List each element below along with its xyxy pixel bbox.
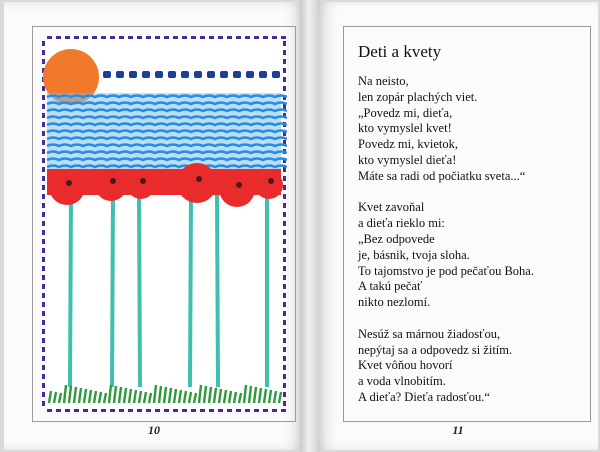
border-dot bbox=[42, 293, 45, 298]
border-dot bbox=[65, 409, 70, 412]
border-dot bbox=[283, 374, 286, 379]
border-dot bbox=[236, 36, 241, 39]
grass-blade bbox=[244, 385, 246, 403]
border-dot bbox=[283, 356, 286, 361]
border-dot bbox=[283, 248, 286, 253]
poem-line: Máte sa radi od počiatku sveta...“ bbox=[358, 168, 526, 183]
flower-head bbox=[127, 171, 155, 199]
stanza bbox=[358, 74, 588, 185]
wave-line bbox=[47, 145, 287, 147]
sky-dash bbox=[246, 71, 254, 78]
grass-blade bbox=[144, 392, 146, 403]
border-dot bbox=[283, 212, 286, 217]
grass-blade bbox=[204, 386, 206, 403]
border-dot bbox=[263, 36, 268, 39]
border-dot bbox=[283, 203, 286, 208]
sky-dash bbox=[168, 71, 176, 78]
border-dot bbox=[283, 320, 286, 325]
grass-blade bbox=[189, 392, 191, 403]
grass-blade bbox=[94, 391, 96, 403]
flower-head bbox=[177, 163, 217, 203]
wave-line bbox=[47, 103, 287, 105]
flower-center bbox=[268, 178, 274, 184]
grass-blade bbox=[254, 387, 256, 403]
grass-blade bbox=[109, 385, 111, 403]
wave-line bbox=[47, 124, 287, 126]
border-dot bbox=[56, 36, 61, 39]
sky-dash bbox=[194, 71, 202, 78]
border-dot bbox=[42, 401, 45, 406]
border-dot bbox=[283, 41, 286, 46]
border-dot bbox=[254, 409, 259, 412]
flower-heads bbox=[47, 163, 283, 207]
border-dot bbox=[236, 409, 241, 412]
border-dot bbox=[42, 257, 45, 262]
sky-dash bbox=[233, 71, 241, 78]
grass-blade bbox=[234, 392, 236, 403]
border-dot bbox=[42, 311, 45, 316]
grass-blade bbox=[249, 386, 251, 403]
sky-dash bbox=[142, 71, 150, 78]
poem-line: kto vymyslel dieťa! bbox=[358, 152, 457, 167]
border-dot bbox=[42, 185, 45, 190]
right-page bbox=[318, 2, 598, 450]
flower-head bbox=[49, 169, 85, 205]
stanza bbox=[358, 327, 588, 406]
border-dot bbox=[42, 329, 45, 334]
sky-dash bbox=[103, 71, 111, 78]
poem-line: „Bez odpovede bbox=[358, 231, 435, 246]
grass-blade bbox=[64, 385, 66, 403]
stanza bbox=[358, 200, 588, 311]
water-waves bbox=[47, 93, 287, 171]
flower-head bbox=[255, 171, 283, 199]
border-dot bbox=[283, 392, 286, 397]
poem-line: To tajomstvo je pod pečaťou Boha. bbox=[358, 263, 534, 278]
grass-blade bbox=[119, 387, 121, 403]
border-dot bbox=[283, 293, 286, 298]
poem-title: Deti a kvety bbox=[358, 42, 442, 61]
sky-dashes bbox=[103, 71, 280, 78]
grass-blade bbox=[59, 393, 61, 403]
border-dot bbox=[42, 203, 45, 208]
border-dot bbox=[173, 409, 178, 412]
border-dot bbox=[283, 347, 286, 352]
grass-blade bbox=[104, 393, 106, 403]
sky-dash bbox=[116, 71, 124, 78]
grass-blade bbox=[139, 391, 141, 403]
border-dot bbox=[42, 392, 45, 397]
border-dot bbox=[56, 409, 61, 412]
sky-dash bbox=[129, 71, 137, 78]
drawing-svg bbox=[41, 35, 287, 413]
border-dot bbox=[110, 36, 115, 39]
border-dot bbox=[218, 36, 223, 39]
poem-line: kto vymyslel kvet! bbox=[358, 121, 452, 136]
border-dot bbox=[283, 230, 286, 235]
page-number-left: 10 bbox=[148, 423, 160, 437]
border-dot bbox=[137, 409, 142, 412]
border-dot bbox=[42, 266, 45, 271]
border-dot bbox=[164, 409, 169, 412]
grass-blade bbox=[159, 386, 161, 403]
border-dot bbox=[182, 36, 187, 39]
border-dot bbox=[283, 176, 286, 181]
border-dot bbox=[283, 77, 286, 82]
book-gutter bbox=[300, 0, 320, 452]
border-dot bbox=[254, 36, 259, 39]
border-dot bbox=[283, 221, 286, 226]
border-dot bbox=[128, 409, 133, 412]
border-dot bbox=[281, 409, 286, 412]
border-dot bbox=[42, 347, 45, 352]
border-dot bbox=[283, 50, 286, 55]
border-dot bbox=[173, 36, 178, 39]
grass-blade bbox=[84, 389, 86, 403]
border-dot bbox=[281, 36, 286, 39]
poem-line: a voda vlnobitím. bbox=[358, 374, 446, 389]
poem-line: Povedz mi, kvietok, bbox=[358, 137, 458, 152]
border-dot bbox=[272, 409, 277, 412]
flower-center bbox=[140, 178, 146, 184]
wave-line bbox=[47, 152, 287, 154]
wave-line bbox=[47, 138, 287, 140]
poem-line: Kvet vôňou hovorí bbox=[358, 358, 453, 373]
border-dot bbox=[42, 230, 45, 235]
grass-blade bbox=[274, 391, 276, 403]
border-dot bbox=[42, 221, 45, 226]
border-dot bbox=[42, 59, 45, 64]
grass-blade bbox=[219, 389, 221, 403]
border-dot bbox=[42, 302, 45, 307]
poem-line: je, básnik, tvoja sloha. bbox=[358, 247, 470, 262]
flower-center bbox=[236, 182, 242, 188]
sky-dash bbox=[220, 71, 228, 78]
border-dot bbox=[283, 365, 286, 370]
border-dot bbox=[42, 212, 45, 217]
flower-stem bbox=[190, 193, 191, 387]
border-dot bbox=[283, 275, 286, 280]
flower-stems bbox=[70, 193, 267, 387]
border-dot bbox=[92, 409, 97, 412]
border-dot bbox=[146, 409, 151, 412]
border-dot bbox=[283, 185, 286, 190]
grass-blade bbox=[74, 387, 76, 403]
border-dot bbox=[42, 239, 45, 244]
border-dot bbox=[155, 36, 160, 39]
left-page bbox=[4, 2, 304, 450]
border-dot bbox=[101, 409, 106, 412]
grass-blade bbox=[184, 391, 186, 403]
border-dot bbox=[42, 365, 45, 370]
border-dot bbox=[283, 311, 286, 316]
sky-dash bbox=[207, 71, 215, 78]
wave-line bbox=[47, 166, 287, 168]
grass-blade bbox=[79, 388, 81, 403]
border-dot bbox=[42, 383, 45, 388]
flower-head bbox=[95, 169, 127, 201]
border-dot bbox=[42, 248, 45, 253]
border-dot bbox=[128, 36, 133, 39]
grass-blade bbox=[229, 391, 231, 403]
border-dot bbox=[42, 122, 45, 127]
border-dot bbox=[283, 86, 286, 91]
border-dot bbox=[42, 149, 45, 154]
border-dot bbox=[42, 131, 45, 136]
grass-blade bbox=[49, 391, 51, 403]
border-dot bbox=[283, 302, 286, 307]
flower-stem bbox=[112, 193, 113, 387]
border-dot bbox=[74, 36, 79, 39]
border-dot bbox=[283, 59, 286, 64]
grass-blade bbox=[214, 388, 216, 403]
border-dot bbox=[74, 409, 79, 412]
border-dot bbox=[42, 356, 45, 361]
poem-line: len zopár plachých viet. bbox=[358, 89, 478, 104]
border-dot bbox=[272, 36, 277, 39]
border-dot bbox=[283, 338, 286, 343]
border-dot bbox=[42, 167, 45, 172]
sky-dash bbox=[155, 71, 163, 78]
grass-blade bbox=[239, 393, 241, 403]
border-dot bbox=[110, 409, 115, 412]
grass-blade bbox=[124, 388, 126, 403]
border-dot bbox=[42, 113, 45, 118]
wave-line bbox=[47, 110, 287, 112]
border-dot bbox=[245, 409, 250, 412]
grass-blade bbox=[89, 390, 91, 403]
grass-blade bbox=[69, 386, 71, 403]
grass-blade bbox=[154, 385, 156, 403]
border-dot bbox=[191, 409, 196, 412]
border-dot bbox=[42, 140, 45, 145]
border-dot bbox=[42, 284, 45, 289]
border-dot bbox=[245, 36, 250, 39]
border-dot bbox=[42, 104, 45, 109]
border-dot bbox=[209, 36, 214, 39]
border-dot bbox=[42, 86, 45, 91]
border-dot bbox=[42, 194, 45, 199]
border-dot bbox=[200, 36, 205, 39]
border-dot bbox=[42, 176, 45, 181]
grass-blade bbox=[164, 387, 166, 403]
flower-stem bbox=[139, 193, 140, 387]
poem-line: A takú pečať bbox=[358, 279, 423, 294]
border-dot bbox=[137, 36, 142, 39]
border-dot bbox=[283, 194, 286, 199]
border-dot bbox=[42, 158, 45, 163]
poem-line: Kvet zavoňal bbox=[358, 200, 425, 215]
grass-blade bbox=[179, 390, 181, 403]
grass-blade bbox=[199, 385, 201, 403]
grass-blade bbox=[269, 390, 271, 403]
sky-dash bbox=[181, 71, 189, 78]
poem-line: a dieťa rieklo mi: bbox=[358, 216, 445, 231]
border-dot bbox=[47, 409, 52, 412]
flower-center bbox=[66, 180, 72, 186]
illustration-frame bbox=[32, 26, 296, 422]
border-dot bbox=[227, 36, 232, 39]
grass-blade bbox=[194, 393, 196, 403]
border-dot bbox=[283, 383, 286, 388]
border-dot bbox=[283, 68, 286, 73]
flower-center bbox=[110, 178, 116, 184]
grass-blade bbox=[224, 390, 226, 403]
page-number-right: 11 bbox=[452, 423, 464, 437]
grass-blade bbox=[174, 389, 176, 403]
border-dot bbox=[209, 409, 214, 412]
border-dot bbox=[182, 409, 187, 412]
grass-blade bbox=[259, 388, 261, 403]
border-dot bbox=[65, 36, 70, 39]
border-dot bbox=[218, 409, 223, 412]
border-dot bbox=[101, 36, 106, 39]
border-dot bbox=[42, 320, 45, 325]
child-drawing-illustration bbox=[41, 35, 287, 413]
border-dot bbox=[191, 36, 196, 39]
border-dot bbox=[263, 409, 268, 412]
border-dot bbox=[83, 36, 88, 39]
border-dot bbox=[146, 36, 151, 39]
grass-blade bbox=[129, 389, 131, 403]
wave-line bbox=[47, 159, 287, 161]
grass-blade bbox=[169, 388, 171, 403]
border-dot bbox=[227, 409, 232, 412]
grass-blade bbox=[209, 387, 211, 403]
border-dot bbox=[42, 374, 45, 379]
poem-body bbox=[358, 74, 588, 422]
border-dot bbox=[283, 257, 286, 262]
border-dot bbox=[119, 36, 124, 39]
grass-blade bbox=[99, 392, 101, 403]
border-dot bbox=[42, 338, 45, 343]
border-dot bbox=[42, 275, 45, 280]
border-dot bbox=[283, 284, 286, 289]
border-dot bbox=[283, 239, 286, 244]
wave-line bbox=[47, 96, 287, 98]
grass-blade bbox=[264, 389, 266, 403]
sky-dash bbox=[259, 71, 267, 78]
grass-blade bbox=[149, 393, 151, 403]
grass-strokes bbox=[49, 385, 281, 403]
border-dot bbox=[283, 329, 286, 334]
grass-blade bbox=[134, 390, 136, 403]
poem-line: A dieťa? Dieťa radosťou.“ bbox=[358, 389, 490, 404]
flower-center bbox=[196, 176, 202, 182]
grass-blade bbox=[114, 386, 116, 403]
grass-blade bbox=[54, 392, 56, 403]
wave-line bbox=[47, 131, 287, 133]
poem-line: Nesúž sa márnou žiadosťou, bbox=[358, 326, 501, 341]
border-dot bbox=[42, 95, 45, 100]
border-dot bbox=[47, 36, 52, 39]
flower-stem bbox=[70, 193, 71, 387]
poem-line: nepýtaj sa a odpovedz si žitím. bbox=[358, 342, 513, 357]
border-dot bbox=[42, 50, 45, 55]
flower-stem bbox=[217, 193, 218, 387]
border-dot bbox=[42, 41, 45, 46]
sky-dash bbox=[272, 71, 280, 78]
border-dot bbox=[200, 409, 205, 412]
poem-line: nikto nezlomí. bbox=[358, 295, 431, 310]
wave-line bbox=[47, 117, 287, 119]
border-dot bbox=[119, 409, 124, 412]
border-dot bbox=[283, 266, 286, 271]
grass-blade bbox=[279, 392, 281, 403]
border-dot bbox=[83, 409, 88, 412]
border-dot bbox=[283, 401, 286, 406]
border-dot bbox=[164, 36, 169, 39]
border-dot bbox=[92, 36, 97, 39]
poem-line: „Povedz mi, dieťa, bbox=[358, 105, 453, 120]
poem-line: Na neisto, bbox=[358, 74, 409, 88]
flower-head bbox=[219, 171, 255, 207]
border-dot bbox=[155, 409, 160, 412]
